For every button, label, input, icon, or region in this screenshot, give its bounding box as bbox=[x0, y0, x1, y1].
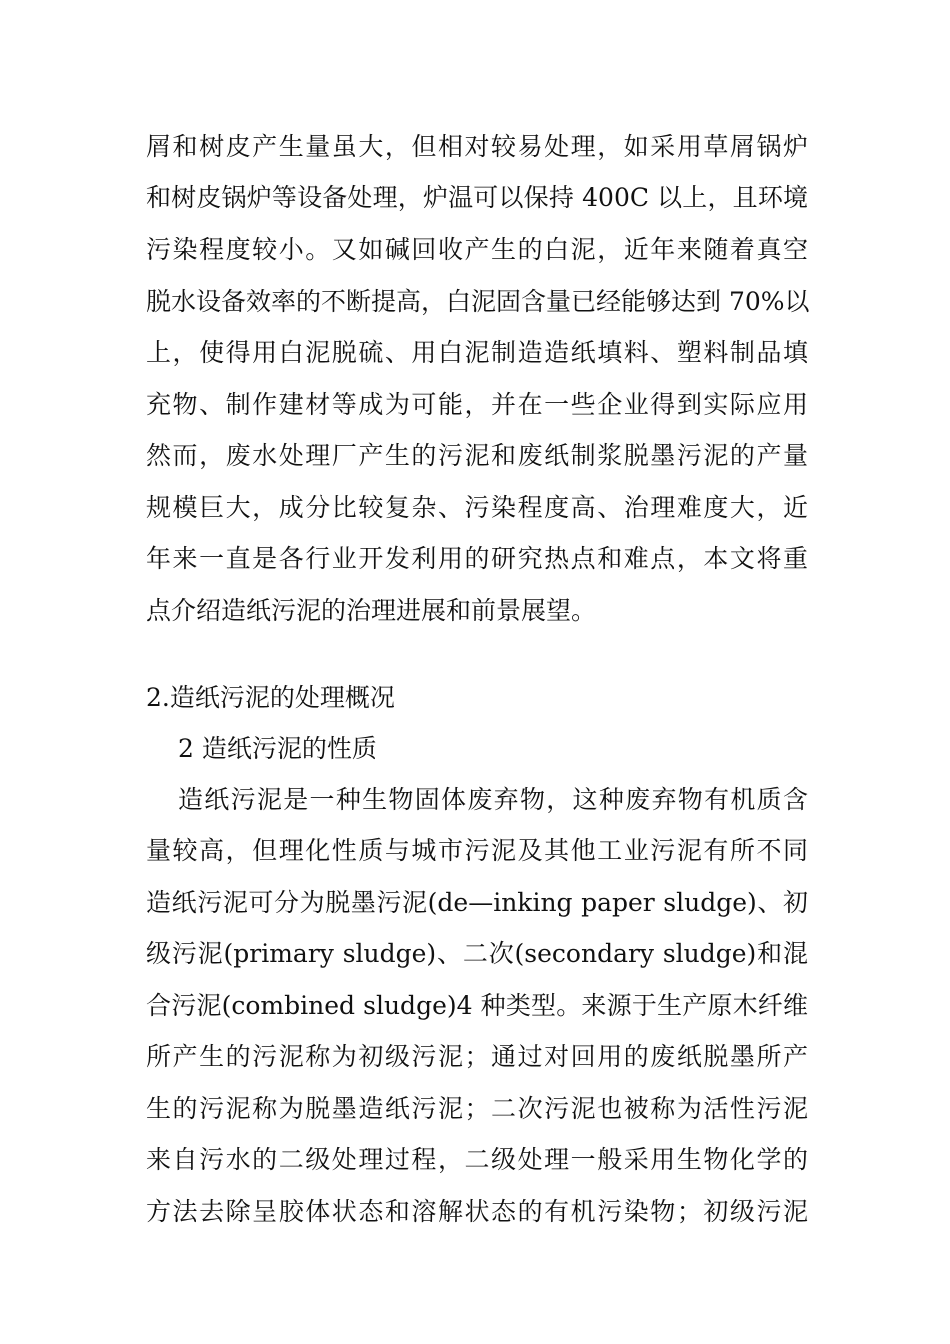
paragraph-line: 生的污泥称为脱墨造纸污泥；二次污泥也被称为活性污泥 bbox=[146, 1094, 808, 1123]
paragraph-line: 造纸污泥是一种生物固体废弃物，这种废弃物有机质含 bbox=[178, 785, 808, 814]
paragraph-line: 规模巨大，成分比较复杂、污染程度高、治理难度大，近 bbox=[146, 493, 808, 522]
paragraph-line: 然而，废水处理厂产生的污泥和废纸制浆脱墨污泥的产量 bbox=[146, 441, 808, 470]
paragraph-line: 屑和树皮产生量虽大，但相对较易处理，如采用草屑锅炉 bbox=[146, 132, 808, 161]
paragraph-line: 和树皮锅炉等设备处理，炉温可以保持 400C 以上，且环境 bbox=[146, 183, 808, 212]
paragraph-line: 合污泥(combined sludge)4 种类型。来源于生产原木纤维 bbox=[146, 991, 808, 1020]
section-subheading: 2 造纸污泥的性质 bbox=[178, 734, 377, 763]
paragraph-line: 来自污水的二级处理过程，二级处理一般采用生物化学的 bbox=[146, 1145, 808, 1174]
paragraph-line: 污染程度较小。又如碱回收产生的白泥，近年来随着真空 bbox=[146, 235, 808, 264]
paragraph-line: 充物、制作建材等成为可能，并在一些企业得到实际应用 bbox=[146, 390, 808, 419]
paragraph-line: 年来一直是各行业开发利用的研究热点和难点，本文将重 bbox=[146, 544, 808, 573]
section-heading: 2.造纸污泥的处理概况 bbox=[146, 683, 395, 712]
paragraph-line: 量较高，但理化性质与城市污泥及其他工业污泥有所不同 bbox=[146, 836, 808, 865]
paragraph-line: 脱水设备效率的不断提高，白泥固含量已经能够达到 70%以 bbox=[146, 287, 810, 316]
paragraph-line: 级污泥(primary sludge)、二次(secondary sludge)和混 bbox=[146, 939, 808, 968]
paragraph-line: 所产生的污泥称为初级污泥；通过对回用的废纸脱墨所产 bbox=[146, 1042, 808, 1071]
paragraph-line: 造纸污泥可分为脱墨污泥(de—inking paper sludge)、初 bbox=[146, 888, 808, 917]
paragraph-line: 方法去除呈胶体状态和溶解状态的有机污染物；初级污泥 bbox=[146, 1197, 808, 1226]
paragraph-line: 上，使得用白泥脱硫、用白泥制造造纸填料、塑料制品填 bbox=[146, 338, 808, 367]
paragraph-line: 点介绍造纸污泥的治理进展和前景展望。 bbox=[146, 596, 597, 625]
